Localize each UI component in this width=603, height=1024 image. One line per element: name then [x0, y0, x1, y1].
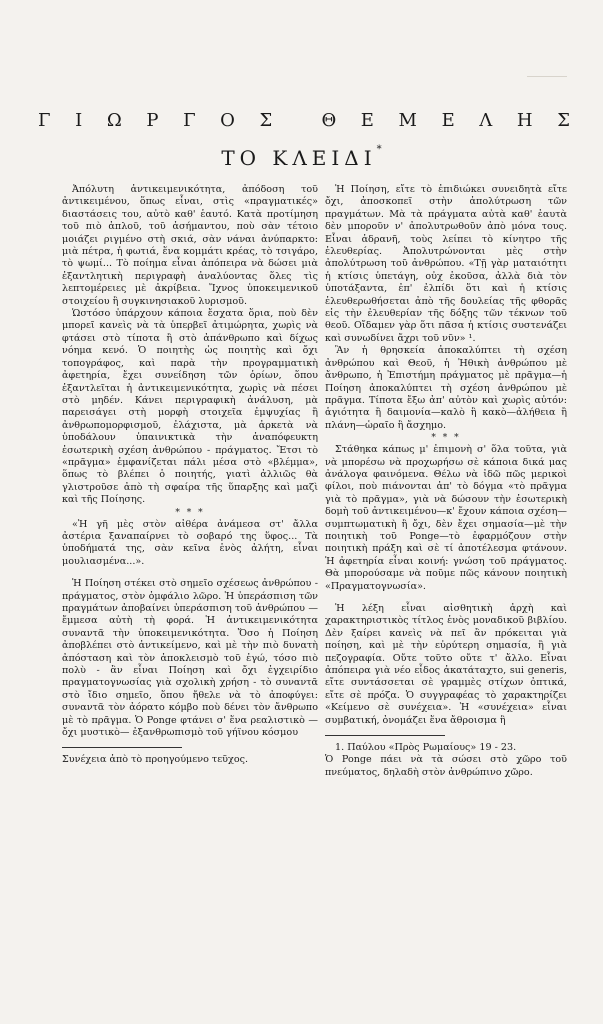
author-letter: Σ — [259, 110, 273, 131]
author-letter: Μ — [398, 110, 417, 131]
spacer — [325, 593, 567, 603]
title-footnote-mark: * — [376, 144, 382, 155]
author-letter: Ι — [75, 110, 83, 131]
author-letter: Γ — [38, 110, 51, 131]
article-title-text: ΤΟ ΚΛΕΙΔΙ — [221, 146, 377, 170]
paragraph: Ἂν ἡ θρησκεία ἀποκαλύπτει τὴ σχέση ἀνθρώπου καὶ Θεοῦ, ἡ Ἠθικὴ ἀνθρώπου μὲ ἄνθρωπο, ἡ Ἐπιστήμη πράγματος μὲ πρᾶγμα—ἡ Ποίηση ἀποκαλύπτει τὴ σχέση ἀνθρώπου μὲ πρᾶγμα. Τίποτα ἔξω ἀπ' αὐτὸν καὶ χωρὶς αὐτόν: ἁγιότητα ἢ δαιμονία—καλὸ ἢ κακὸ—ἀλήθεια ἢ πλάνη—ὡραῖο ἢ ἄσχημο. — [325, 345, 567, 431]
paragraph: Ὡστόσο ὑπάρχουν κάποια ἔσχατα ὅρια, ποὺ δὲν μπορεῖ κανεὶς νὰ τὰ ὑπερβεῖ ἀτιμώρητα, χωρὶς νὰ φτάσει στὸ τίποτα ἢ στὸ ἀπάνθρωπο καὶ δίχως νόημα κενό. Ὁ ποιητὴς ὡς ποιητὴς καὶ ὄχι τοπογράφος, καὶ παρὰ τὴν προγραμματικὴ ἀφετηρία, ἔχει συνείδηση τῶν ὁρίων, ὅπου ἐξαντλεῖται ἡ ἀντικειμενικότητα, χωρὶς νὰ πέσει στὸ μηδέν. Κάνει περιγραφικὴ ἀνάλυση, μὰ παρεισάγει στὴ μορφὴ στοιχεῖα ἐμψυχίας ἢ ἀνθρωπομορφισμοῦ, ἐλάχιστα, μὰ ἀρκετὰ νὰ ὑποδάλουν ὑπαινικτικὰ τὴν ἀναπόφευκτη ἐσωτερικὴ σχέση ἀνθρώπου - πράγματος. Ἔτσι τὸ «πρᾶγμα» ἐμφανίζεται πάλι μέσα στὸ «βλέμμα», ὅπως τὸ βλέπει ὁ ποιητής, γιατὶ ἀλλιῶς θὰ γλιστροῦσε ἀπὸ τὴ σφαίρα τῆς ὕπαρξης καὶ μαζὶ καὶ τῆς Ποίησης. — [62, 308, 318, 506]
author-name — [38, 110, 570, 131]
author-letter: Ε — [441, 110, 455, 131]
author-letter: Ο — [220, 110, 235, 131]
paragraph: Στάθηκα κάπως μ' ἐπιμονὴ σ' ὅλα τοῦτα, γιὰ νὰ μπορέσω νὰ προχωρήσω σὲ κάποια δικά μας ἀνάλογα φαινόμενα. Θέλω νὰ ἰδῶ πῶς μερικοὶ φίλοι, ποὺ πιάνονται ἀπ' τὸ δόγμα «τὸ πρᾶγμα γιὰ τὸ πρᾶγμα», γιὰ νὰ δώσουν τὴν ἐσωτερικὴ δομὴ τοῦ ἀντικειμένου—κ' ἔχουν κάποια σχέση—συμπτωματικὴ ἢ ὄχι, δὲν ἔχει σημασία—μὲ τὴν ποιητικὴ τοῦ Ponge—τὸ ἐφαρμόζουν στὴν ποιητικὴ πράξη καὶ σὲ τί ἀποτέλεσμα φτάνουν. Ἡ ἀφετηρία εἶναι κοινή: γνώση τοῦ πράγματος. Θὰ μπορούσαμε νὰ ποῦμε πῶς κάνουν ποιητικὴ «Πραγματογνωσία». — [325, 444, 567, 592]
footnote: 1. Παύλου «Πρὸς Ρωμαίους» 19 - 23. — [335, 742, 517, 754]
author-letter: Ω — [106, 110, 122, 131]
section-break: * * * — [431, 433, 461, 444]
spacer — [62, 568, 318, 578]
author-letter: Λ — [479, 110, 493, 131]
continuation-note: Συνέχεια ἀπὸ τὸ προηγούμενο τεῦχος. — [62, 754, 249, 766]
quote-paragraph: «Ἡ γῆ μὲς στὸν αἰθέρα ἀνάμεσα στ' ἄλλα ἀστέρια ξαναπαίρνει τὸ σοβαρό της ὕφος... Τὰ ὑποδήματά της, σὰν κεῖνα ἑνὸς ἀλήτη, εἶναι μουλιασμένα...». — [62, 518, 318, 567]
author-letter: Σ — [557, 110, 570, 131]
right-column — [325, 184, 567, 779]
section-break: * * * — [175, 507, 205, 518]
author-letter: Γ — [183, 110, 196, 131]
left-column — [62, 184, 318, 767]
author-letter: Η — [516, 110, 533, 131]
paragraph: Ἡ λέξη εἶναι αἰσθητικὴ ἀρχὴ καὶ χαρακτηριστικὸς τίτλος ἑνὸς μοναδικοῦ βιβλίου. Δὲν ξαίρει κανεὶς νὰ πεῖ ἂν πρόκειται γιὰ ποίηση, καὶ μὲ τὴν εὐρύτερη σημασία, ἢ γιὰ πεζογραφία. Οὔτε τοῦτο οὔτε τ' ἄλλο. Εἶναι ἀπόπειρα γιὰ νέο εἶδος ἀκατάταχτο, sui generis, εἴτε συντάσσεται σὲ γραμμὲς στίχων ὀπτικά, εἴτε σὲ πρόζα. Ὁ συγγραφέας τὸ χαρακτηρίζει «Κείμενο σὲ συνέχεια». Ἡ «συνέχεια» εἶναι συμβατική, ὀνομάζει ἕνα ἄθροισμα ἢ — [325, 603, 567, 726]
author-letter: Θ — [321, 110, 337, 131]
paragraph: Ἡ Ποίηση στέκει στὸ σημεῖο σχέσεως ἀνθρώπου - πράγματος, στὸν ὁμφάλιο λῶρο. Ἡ ὑπεράσπιση τῶν πραγμάτων ἀποβαίνει ὑπεράσπιση τοῦ ἀνθρώπου — ἔμμεσα αὐτὴ τὴ φορά. Ἡ ἀντικειμενικότητα συναντᾶ τὴν ὑποκειμενικότητα. Ὅσο ἡ Ποίηση ἀποβλέπει στὸ ἀντικείμενο, καὶ μὲ τὴν πιὸ δυνατὴ ἀπόσταση καὶ τὸν ἀποκλεισμὸ τοῦ ἐγώ, τόσο πιὸ πολὺ - ἂν εἶναι Ποίηση καὶ ὄχι ἐγχειρίδιο πραγματογνωσίας γιὰ σχολικὴ χρήση - τὸ συναντᾶ στὸ ἴδιο σημεῖο, ὅπου ἤθελε νὰ τὸ ἀποφύγει: συναντᾶ τὸν ἀόρατο κόμβο ποὺ δένει τὸν ἄνθρωπο μὲ τὸ πρᾶγμα. Ὁ Ponge φτάνει σ' ἕνα ρεαλιστικὸ — ὄχι μυστικὸ— ἐξανθρωπισμὸ τοῦ γήϊνου κόσμου — [62, 578, 318, 739]
footnote-continuation: Ὁ Ponge πάει νὰ τὰ σώσει στὸ χῶρο τοῦ πνεύματος, δηλαδὴ στὸν ἀνθρώπινο χῶρο. — [325, 754, 567, 778]
page-corner-mark — [527, 66, 567, 77]
footnotes — [325, 742, 567, 779]
author-letter: Ρ — [146, 110, 159, 131]
article-title — [0, 146, 603, 170]
paragraph: Ἀπόλυτη ἀντικειμενικότητα, ἀπόδοση τοῦ ἀντικειμένου, ὅπως εἶναι, στὶς «πραγματικές» διαστάσεις του, αὐτὸ καθ' ἑαυτό. Κατὰ προτίμηση τοῦ πιὸ ἁπλοῦ, τοῦ ἀσήμαντου, ποὺ σὰν τέτοιο μοιάζει ριγμένο στὴ σκιά, σὰν νάναι ἀνύπαρκτο: μιὰ πέτρα, ἡ φωτιά, ἕνα κομμάτι κρέας, τὸ τσιγάρο, τὸ ψωμί... Τὸ ποίημα εἶναι ἀπόπειρα νὰ δώσει μιὰ ἐξαντλητικὴ περιγραφὴ ἀναλύοντας ὅλες τὶς λεπτομέρειες μὲ ἀκρίβεια. Ἴχνος ὑποκειμενικοῦ στοιχείου ἢ συγκινησιακοῦ λυρισμοῦ. — [62, 184, 318, 307]
paragraph: Ἡ Ποίηση, εἴτε τὸ ἐπιδιώκει συνειδητὰ εἴτε ὄχι, ἀποσκοπεῖ στὴν ἀπολύτρωση τῶν πραγμάτων. Μὰ τὰ πράγματα αὐτὰ καθ' ἑαυτὰ δὲν μποροῦν ν' ἀπολυτρωθοῦν ἀπὸ μόνα τους. Εἶναι ἀδρανῆ, τοὺς λείπει τὸ κίνητρο τῆς ἐλευθερίας. Ἀπολυτρώνονται μὲς στὴν ἀπολύτρωση τοῦ ἀνθρώπου. «Τῇ γὰρ ματαιότητι ἡ κτίσις ὑπετάγη, οὐχ ἑκοῦσα, ἀλλὰ διὰ τὸν ὑποτάξαντα, ἐπ' ἐλπίδι ὅτι καὶ ἡ κτίσις ἐλευθερωθήσεται ἀπὸ τῆς δουλείας τῆς φθορᾶς εἰς τὴν ἐλευθερίαν τῆς δόξης τῶν τέκνων τοῦ θεοῦ. Οἴδαμεν γὰρ ὅτι πᾶσα ἡ κτίσις συστενάζει καὶ συνωδίνει ἄχρι τοῦ νῦν» ¹. — [325, 184, 567, 344]
footnote-rule — [325, 735, 445, 736]
author-letter: Ε — [360, 110, 374, 131]
footnote-rule — [62, 747, 182, 748]
